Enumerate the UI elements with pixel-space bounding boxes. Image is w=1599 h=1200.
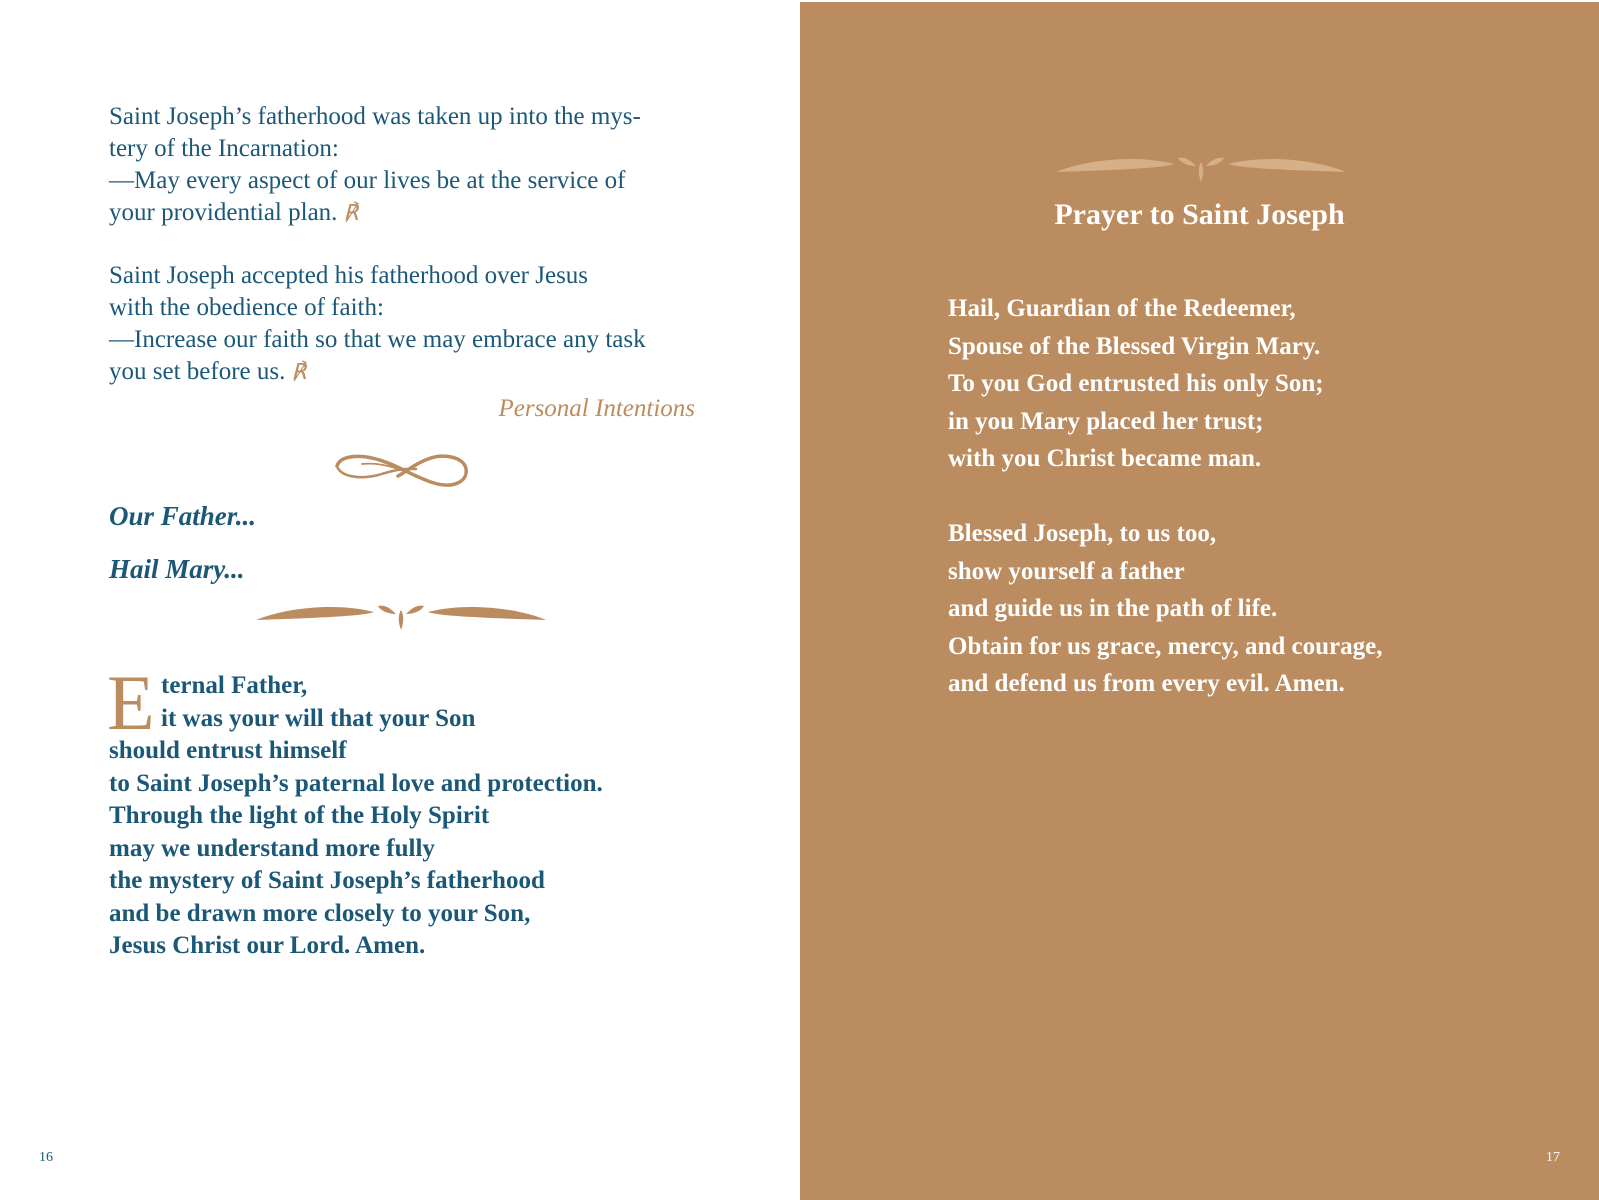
swirl-ornament-icon — [332, 450, 472, 496]
stanza-2-line: and defend us from every evil. Amen. — [948, 670, 1345, 697]
stanza-2-line: Blessed Joseph, to us too, — [948, 520, 1217, 547]
stanza-gap — [948, 478, 1568, 516]
closing-prayer-line: the mystery of Saint Joseph’s fatherhood — [109, 867, 545, 894]
response-symbol: ℟ — [343, 200, 359, 225]
stanza-1-line: To you God entrusted his only Son; — [948, 370, 1324, 397]
closing-prayer-line: ternal Father, — [161, 672, 308, 699]
prayer-title: Prayer to Saint Joseph — [1054, 198, 1345, 231]
petition-1-line — [109, 197, 709, 229]
page-number-right: 17 — [1546, 1150, 1560, 1165]
hail-mary: Hail Mary... — [109, 554, 245, 584]
closing-prayer-line: and be drawn more closely to your Son, — [109, 899, 531, 927]
closing-prayer — [107, 659, 729, 963]
personal-intentions: Personal Intentions — [498, 395, 695, 422]
stanza-1-line: Spouse of the Blessed Virgin Mary. — [948, 332, 1321, 360]
drop-cap: E — [107, 659, 155, 746]
prayer-body — [948, 290, 1568, 703]
page-number-left: 16 — [39, 1150, 53, 1165]
closing-prayer-line: should entrust himself — [109, 737, 347, 764]
petition-1-line: —May every aspect of our lives be at the service of — [109, 167, 626, 194]
stanza-1-line: in you Mary placed her trust; — [948, 407, 1264, 435]
stanza-2-line: Obtain for us grace, mercy, and courage, — [948, 632, 1383, 660]
closing-prayer-line: Jesus Christ our Lord. Amen. — [109, 932, 426, 959]
closing-prayer-line: Through the light of the Holy Spirit — [109, 802, 490, 829]
petition-2-line — [109, 356, 709, 388]
petition-2-last-text: you set before us. — [109, 358, 286, 385]
petition-1-line: tery of the Incarnation: — [109, 135, 339, 162]
stanza-1-line: Hail, Guardian of the Redeemer, — [948, 295, 1296, 322]
flourish-ornament-icon — [1056, 152, 1346, 186]
petition-2-line: Saint Joseph accepted his fatherhood over Jesus — [109, 262, 589, 289]
petition-1 — [109, 101, 709, 229]
petition-1-line: Saint Joseph’s fatherhood was taken up into the mys- — [109, 103, 641, 130]
closing-prayer-line: it was your will that your Son — [161, 704, 476, 732]
stanza-1-line: with you Christ became man. — [948, 445, 1262, 472]
petition-1-last-text: your providential plan. — [109, 199, 338, 226]
stanza-2-line: and guide us in the path of life. — [948, 595, 1278, 622]
response-symbol: ℟ — [291, 359, 307, 384]
flourish-ornament-icon — [256, 600, 546, 636]
petition-2-line: with the obedience of faith: — [109, 294, 384, 321]
closing-prayer-line: to Saint Joseph’s paternal love and protection. — [109, 769, 603, 797]
petition-2-line: —Increase our faith so that we may embrace any task — [109, 326, 646, 353]
petition-2 — [109, 260, 709, 388]
closing-prayer-line: may we understand more fully — [109, 834, 435, 862]
our-father: Our Father... — [109, 501, 257, 531]
stanza-2-line: show yourself a father — [948, 557, 1185, 585]
